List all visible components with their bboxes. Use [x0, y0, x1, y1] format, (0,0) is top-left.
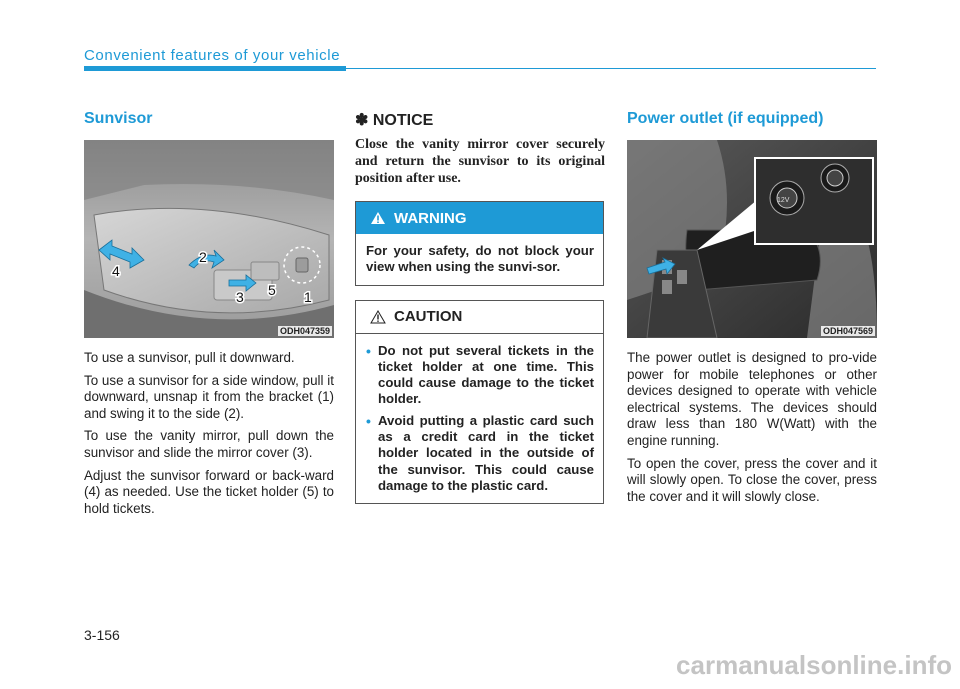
notice-text: Close the vanity mirror cover securely and return the sunvisor to its original position after use.	[355, 137, 605, 186]
callout-4: 4	[112, 263, 120, 279]
watermark: carmanualsonline.info	[676, 650, 952, 680]
sunvisor-paragraph: Adjust the sunvisor forward or back-ward (4) as needed. Use the ticket holder (5) to hold tickets.	[84, 467, 334, 516]
warning-box	[355, 201, 604, 286]
header-rule-thin	[346, 68, 876, 69]
sunvisor-illustration	[84, 140, 334, 338]
header-rule	[84, 66, 346, 71]
sunvisor-figure-code: ODH047359	[279, 326, 330, 336]
bullet-dot-icon: •	[366, 412, 371, 429]
power-outlet-body	[627, 350, 877, 505]
callout-3: 3	[236, 289, 244, 305]
caution-triangle-icon	[370, 310, 386, 324]
power-outlet-figure	[627, 140, 877, 338]
sunvisor-paragraph: To use a sunvisor for a side window, pull it downward, unsnap it from the bracket (1) and swing it to the side (2).	[84, 372, 334, 421]
power-outlet-heading: Power outlet (if equipped)	[627, 110, 824, 127]
notice-section	[355, 110, 605, 504]
power-outlet-paragraph: To open the cover, press the cover and it will slowly open. To close the cover, press the cover and it will slowly close.	[627, 455, 877, 504]
caution-bullet-text: Do not put several tickets in the ticket holder at one time. This could cause damage to the ticket holder.	[378, 342, 594, 407]
caution-bullet	[366, 343, 594, 408]
caution-title: CAUTION	[394, 308, 463, 326]
callout-1: 1	[304, 289, 312, 305]
sunvisor-heading: Sunvisor	[84, 110, 153, 127]
power-outlet-paragraph: The power outlet is designed to pro-vide power for mobile telephones or other devices designed to operate with vehicle electrical systems. The devices should draw less than 180 W(Watt) with the engine running.	[627, 350, 877, 448]
power-outlet-figure-code: ODH047569	[822, 326, 873, 336]
caution-body	[356, 334, 603, 504]
sunvisor-section	[84, 110, 334, 523]
notice-symbol: ✽	[355, 112, 369, 129]
caution-bullet	[366, 413, 594, 494]
callout-2: 2	[199, 249, 207, 265]
warning-header	[356, 202, 603, 234]
warning-triangle-icon	[370, 211, 386, 225]
sunvisor-body	[84, 350, 334, 517]
warning-text: For your safety, do not block your view when using the sunvi-sor.	[366, 243, 594, 275]
caution-header	[356, 301, 603, 334]
caution-box	[355, 300, 604, 505]
caution-bullet-text: Avoid putting a plastic card such as a credit card in the ticket holder located in the outside of the sunvisor. This could cause damage to the plastic card.	[378, 412, 594, 493]
notice-heading	[355, 110, 605, 132]
sunvisor-paragraph: To use the vanity mirror, pull down the sunvisor and slide the mirror cover (3).	[84, 428, 334, 460]
page-number: 3-156	[84, 627, 120, 643]
sunvisor-figure	[84, 140, 334, 338]
callout-5: 5	[268, 282, 276, 298]
power-outlet-illustration	[627, 140, 877, 338]
warning-title: WARNING	[394, 209, 467, 227]
bullet-dot-icon: •	[366, 342, 371, 359]
power-outlet-section	[627, 110, 877, 511]
outlet-label: 12V	[777, 197, 790, 204]
sunvisor-paragraph: To use a sunvisor, pull it downward.	[84, 350, 295, 365]
section-header-title: Convenient features of your vehicle	[84, 47, 341, 64]
notice-heading-text: NOTICE	[372, 112, 434, 129]
